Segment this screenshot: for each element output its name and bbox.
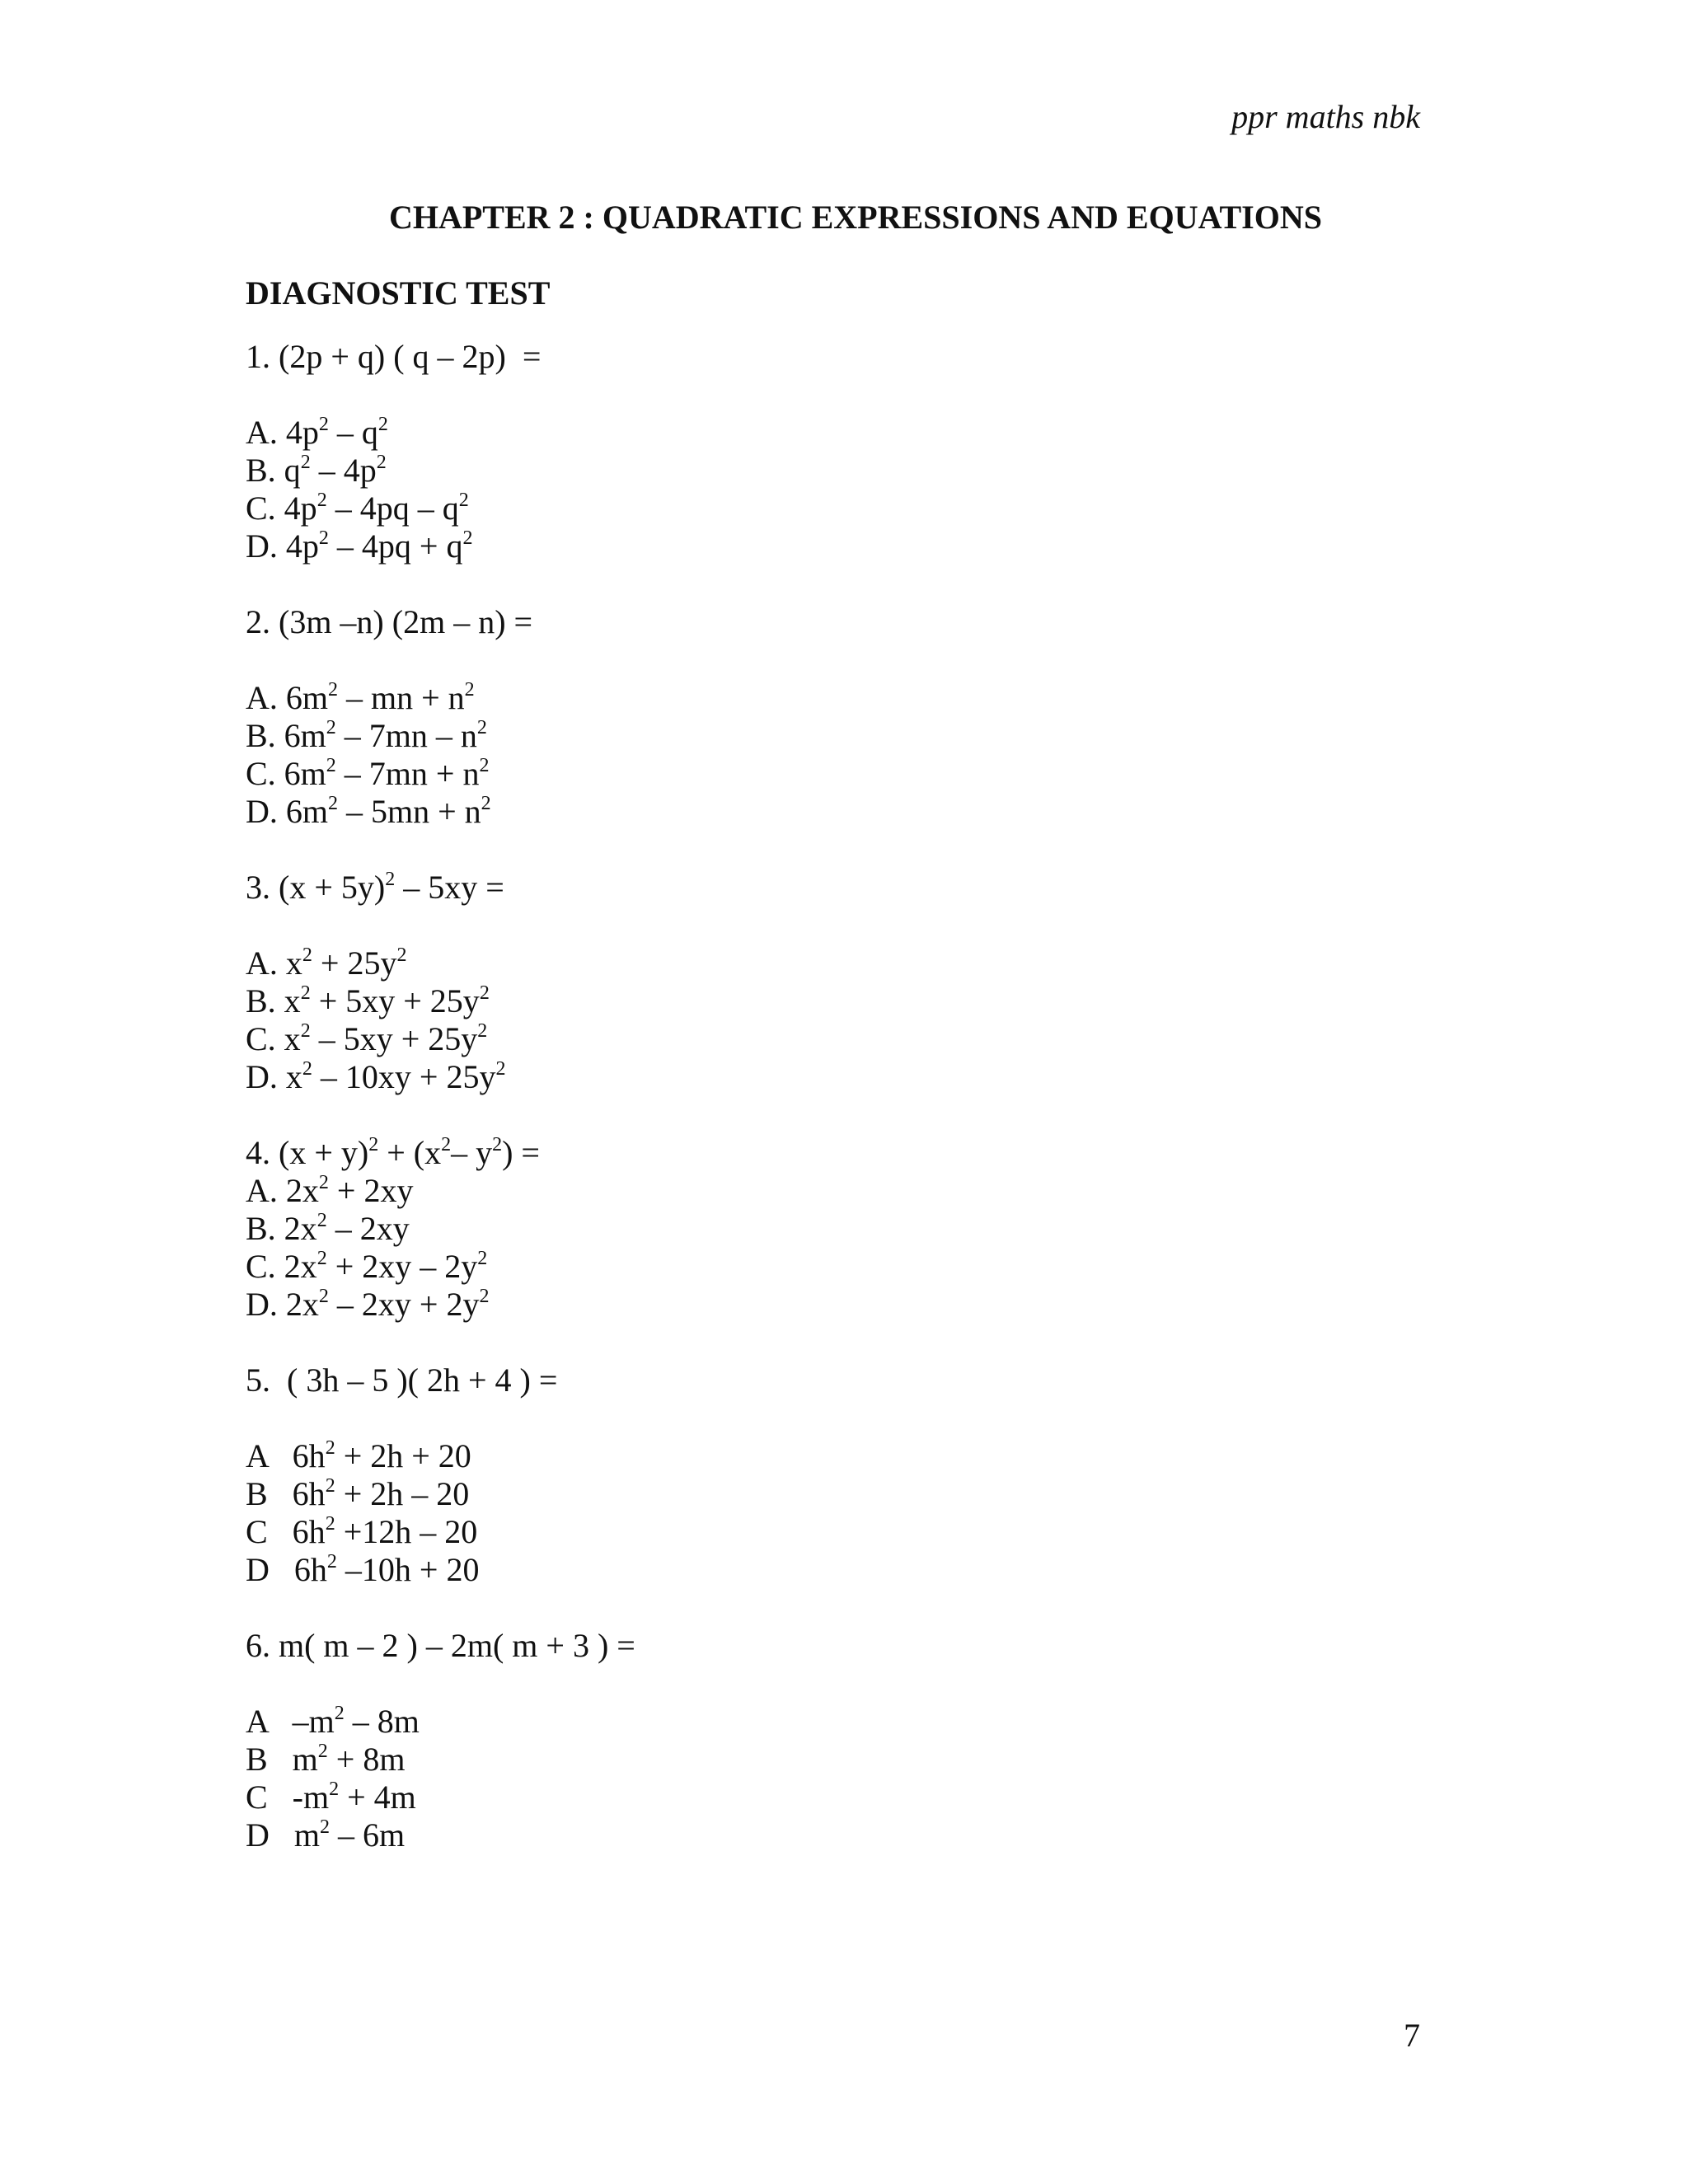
answer-option: D. $6m^2 - 5mn + n^2$ [246, 793, 491, 830]
question-stem: 3. $(x + 5y)^2 - 5xy$ = [246, 869, 504, 906]
answer-options [246, 1703, 635, 1854]
answer-option: B. $x^2 + 5xy + 25y^2$ [246, 982, 490, 1019]
question-stem: 5. ( 3h – 5 )( 2h + 4 ) = [246, 1361, 558, 1399]
answer-option: D. $x^2 - 10xy + 25y^2$ [246, 1058, 506, 1095]
answer-option: A. $6m^2$ – mn + $n^2$ [246, 679, 475, 716]
section-title: DIAGNOSTIC TEST [246, 274, 551, 312]
answer-option: A. $2x^2 + 2xy$ [246, 1172, 414, 1209]
answer-options [246, 414, 635, 565]
header-note: ppr maths nbk [1231, 98, 1420, 135]
question-6 [246, 1627, 635, 1854]
answer-option: B $m^2 + 8m$ [246, 1741, 406, 1778]
answer-option: A. $4p^2 - q^2$ [246, 414, 388, 451]
answer-option: C $-m^2 + 4m$ [246, 1779, 416, 1816]
answer-option: D $m^2 - 6m$ [246, 1816, 406, 1854]
answer-option: D. $2x^2 - 2xy + 2y^2$ [246, 1286, 490, 1323]
question-stem: 4. $(x + y)^2 + (x^2-$ $y^2$) = [246, 1134, 540, 1171]
answer-option: C $6h^2 +12h - 20$ [246, 1513, 478, 1550]
answer-option: B. $q^2 - 4p^2$ [246, 452, 387, 489]
answer-option: A $6h^2 + 2h + 20$ [246, 1437, 471, 1474]
answer-option: B $6h^2 + 2h - 20$ [246, 1475, 470, 1512]
answer-option: D. $4p^2 - 4pq + q^2$ [246, 527, 473, 565]
answer-options [246, 944, 635, 1096]
answer-options [246, 1172, 635, 1324]
question-list [246, 338, 635, 1892]
chapter-title: CHAPTER 2 : QUADRATIC EXPRESSIONS AND EQUATIONS [388, 199, 1322, 236]
answer-option: C. $4p^2 - 4pq - q^2$ [246, 490, 469, 527]
question-1 [246, 338, 635, 565]
answer-option: A. $x^2 + 25y^2$ [246, 944, 407, 982]
question-stem: 2. (3m –n) (2m – n) = [246, 603, 533, 640]
answer-option: B. $6m^2 - 7mn - n^2$ [246, 717, 487, 754]
answer-options [246, 679, 635, 831]
answer-option: D $6h^2$ –10h + 20 [246, 1551, 480, 1588]
question-3 [246, 869, 635, 1096]
question-stem: 1. (2p + q) ( q – 2p) = [246, 338, 542, 375]
answer-option: C. $x^2 - 5xy + 25y^2$ [246, 1020, 488, 1057]
question-2 [246, 603, 635, 831]
question-4 [246, 1134, 635, 1324]
answer-option: C. $2x^2 + 2xy - 2y^2$ [246, 1248, 488, 1285]
answer-option: C. $6m^2 - 7mn + n^2$ [246, 755, 490, 792]
answer-option: A $-m^2 - 8m$ [246, 1703, 420, 1740]
answer-options [246, 1437, 635, 1589]
question-stem: 6. m( m – 2 ) – 2m( m + 3 ) = [246, 1627, 635, 1664]
answer-option: B. $2x^2 - 2xy$ [246, 1210, 410, 1247]
question-5 [246, 1361, 635, 1589]
page-number: 7 [1404, 2017, 1420, 2054]
